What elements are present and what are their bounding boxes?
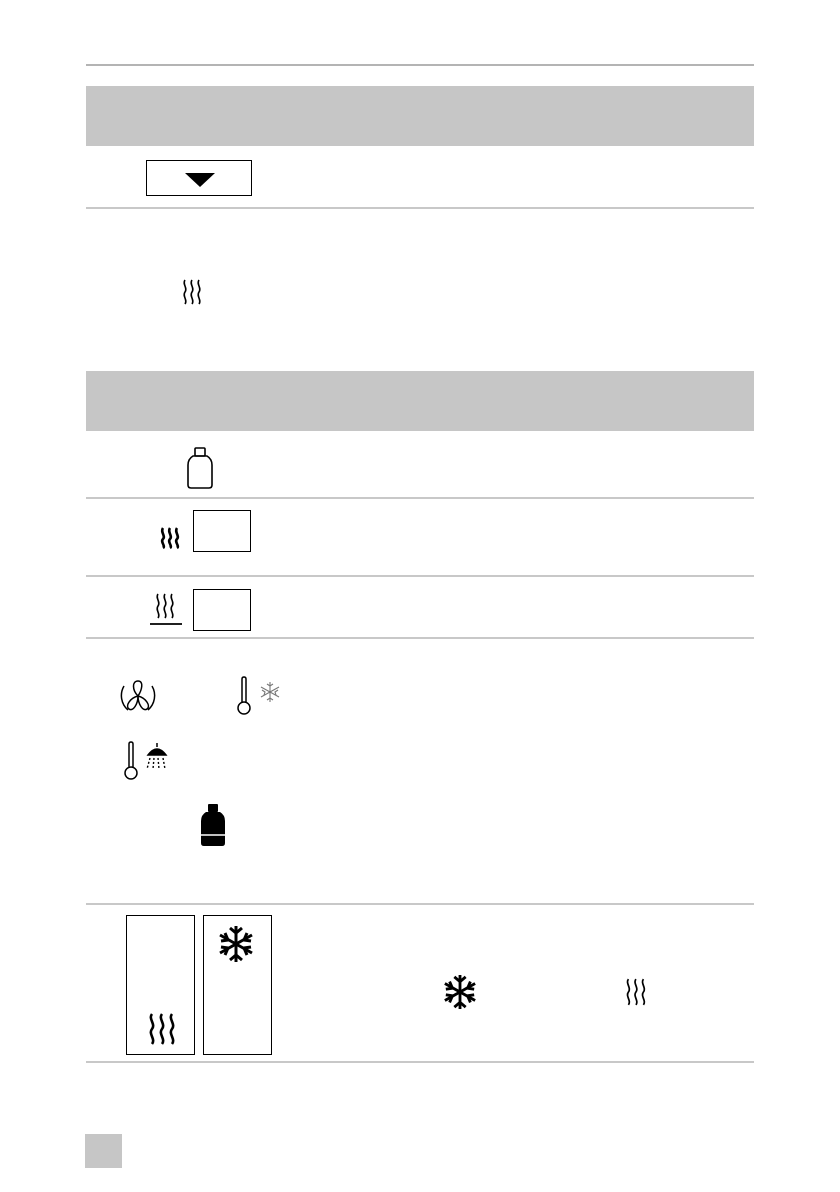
row-divider-6 [86,1061,754,1063]
heat-waves-underlined-icon [150,592,182,626]
table-header-band-2 [86,371,754,431]
heat-level-box-1[interactable] [193,510,251,552]
freeze-panel [203,915,272,1055]
row-divider-3 [86,575,754,577]
thermometer-shower-icon [123,741,171,781]
row-divider-2 [86,497,754,499]
gas-bottle-outline-icon [187,447,213,489]
heat-waves-panel-icon [147,1012,177,1046]
heat-level-box-2[interactable] [193,589,251,631]
snowflake-inline-icon [443,973,477,1011]
row-divider-5 [86,903,754,905]
heat-waves-inline-icon [624,977,650,1007]
table-header-band-1 [86,86,754,146]
row-divider-1 [86,207,754,209]
heat-waves-bold-icon [159,527,181,549]
row-divider-4 [86,637,754,639]
top-rule [86,64,754,66]
triangle-down-icon [185,173,215,187]
heat-waves-icon [181,278,205,306]
fan-icon [118,676,158,716]
down-button[interactable] [146,160,252,196]
gas-bottle-filled-icon [200,803,226,847]
heat-panel [126,915,195,1055]
thermometer-snowflake-icon [236,676,286,716]
snowflake-panel-icon [218,924,254,964]
page-number-tab [85,1134,122,1168]
